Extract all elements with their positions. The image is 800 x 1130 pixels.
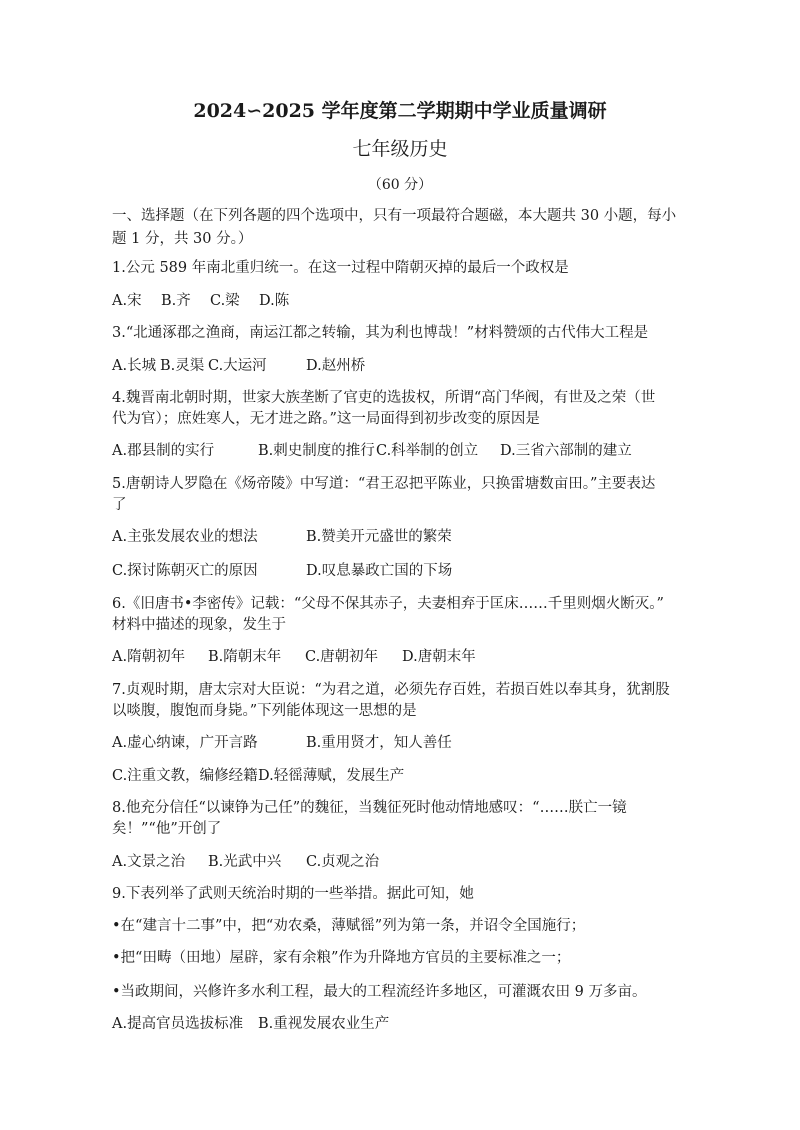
option-a: A.长城 <box>112 358 157 374</box>
option-a: A.提高官员选拔标准 <box>112 1016 244 1032</box>
option-a: A.宋 <box>112 293 142 309</box>
question-stem: 以啖腹，腹饱而身毙。”下列能体现这一思想的是 <box>112 703 417 719</box>
question-stem: 材料中描述的现象，发生于 <box>112 617 286 633</box>
option-d: D.叹息暴政亡国的下场 <box>306 563 453 579</box>
option-d: D.三省六部制的建立 <box>500 443 632 459</box>
option-a: A.郡县制的实行 <box>112 443 215 459</box>
question-stem: 5.唐朝诗人罗隐在《炀帝陵》中写道：“君王忍把平陈业，只换雷塘数亩田。”主要表达 <box>112 476 656 492</box>
option-c: C.大运河 <box>208 358 267 374</box>
option-d: D.唐朝末年 <box>402 649 476 665</box>
section-instructions-line1: 一、选择题（在下列各题的四个选项中，只有一项最符合题磁，本大题共 30 小题，每小 <box>112 208 677 224</box>
option-c: C.唐朝初年 <box>305 649 379 665</box>
bullet-item: •把“田畴（田地）屋辟，家有余粮”作为升降地方官员的主要标准之一； <box>112 950 571 966</box>
question-stem: 9.下表列举了武则天统治时期的一些举措。据此可知，她 <box>112 886 474 902</box>
exam-subject: 七年级历史 <box>352 138 448 160</box>
question-stem: 了 <box>112 497 127 513</box>
option-b: B.灵渠 <box>160 358 205 374</box>
option-c: C.贞观之治 <box>306 854 380 870</box>
option-d: D.陈 <box>259 293 290 309</box>
question-stem: 代为官）；庶姓寒人，无才进之路。”这一局面得到初步改变的原因是 <box>112 411 540 427</box>
exam-title: 2024∽2025 学年度第二学期期中学业质量调研 <box>193 100 607 122</box>
section-instructions-line2: 题 1 分，共 30 分。） <box>112 231 253 247</box>
option-a: A.主张发展农业的想法 <box>112 529 258 545</box>
question-stem: 1.公元 589 年南北重归统一。在这一过程中隋朝灭掉的最后一个政权是 <box>112 260 569 276</box>
option-d: D.轻徭薄赋，发展生产 <box>258 768 405 784</box>
option-b: B.光武中兴 <box>208 854 282 870</box>
option-b: B.隋朝末年 <box>208 649 282 665</box>
option-c: C.探讨陈朝灭亡的原因 <box>112 563 258 579</box>
option-b: B.赞美开元盛世的繁荣 <box>306 529 452 545</box>
exam-score: （60 分） <box>367 177 433 193</box>
question-stem: 6.《旧唐书•李密传》记载：“父母不保其赤子，夫妻相弃于匡床……千里则烟火断灭。” <box>112 596 664 612</box>
option-c: C.梁 <box>210 293 240 309</box>
bullet-item: •当政期间，兴修许多水利工程，最大的工程流经许多地区，可灌溉农田 9 万多亩。 <box>112 984 647 1000</box>
question-stem: 4.魏晋南北朝时期，世家大族垄断了官吏的选拔权，所谓“高门华阀，有世及之荣（世 <box>112 390 656 406</box>
question-stem: 8.他充分信任“以谏铮为己任”的魏征，当魏征死时他动情地感叹：“……朕亡一镜 <box>112 800 627 816</box>
question-stem: 矣！”“他”开创了 <box>112 821 222 837</box>
option-b: B.齐 <box>161 293 191 309</box>
question-stem: 3.“北通涿郡之渔商，南运江都之转输，其为利也博哉！”材料赞颂的古代伟大工程是 <box>112 325 649 341</box>
option-a: A.虚心纳谏，广开言路 <box>112 735 258 751</box>
question-stem: 7.贞观时期，唐太宗对大臣说：“为君之道，必须先存百姓，若损百姓以奉其身，犹割股 <box>112 682 670 698</box>
option-b: B.刺史制度的推行 <box>258 443 375 459</box>
option-c: C.科举制的创立 <box>376 443 479 459</box>
bullet-item: •在“建言十二事”中，把“劝农桑，薄赋徭”列为第一条，并诏令全国施行； <box>112 918 586 934</box>
option-b: B.重视发展农业生产 <box>258 1016 390 1032</box>
option-d: D.赵州桥 <box>306 358 366 374</box>
option-c: C.注重文教，编修经籍 <box>112 768 258 784</box>
option-a: A.隋朝初年 <box>112 649 186 665</box>
option-b: B.重用贤才，知人善任 <box>306 735 452 751</box>
option-a: A.文景之治 <box>112 854 186 870</box>
